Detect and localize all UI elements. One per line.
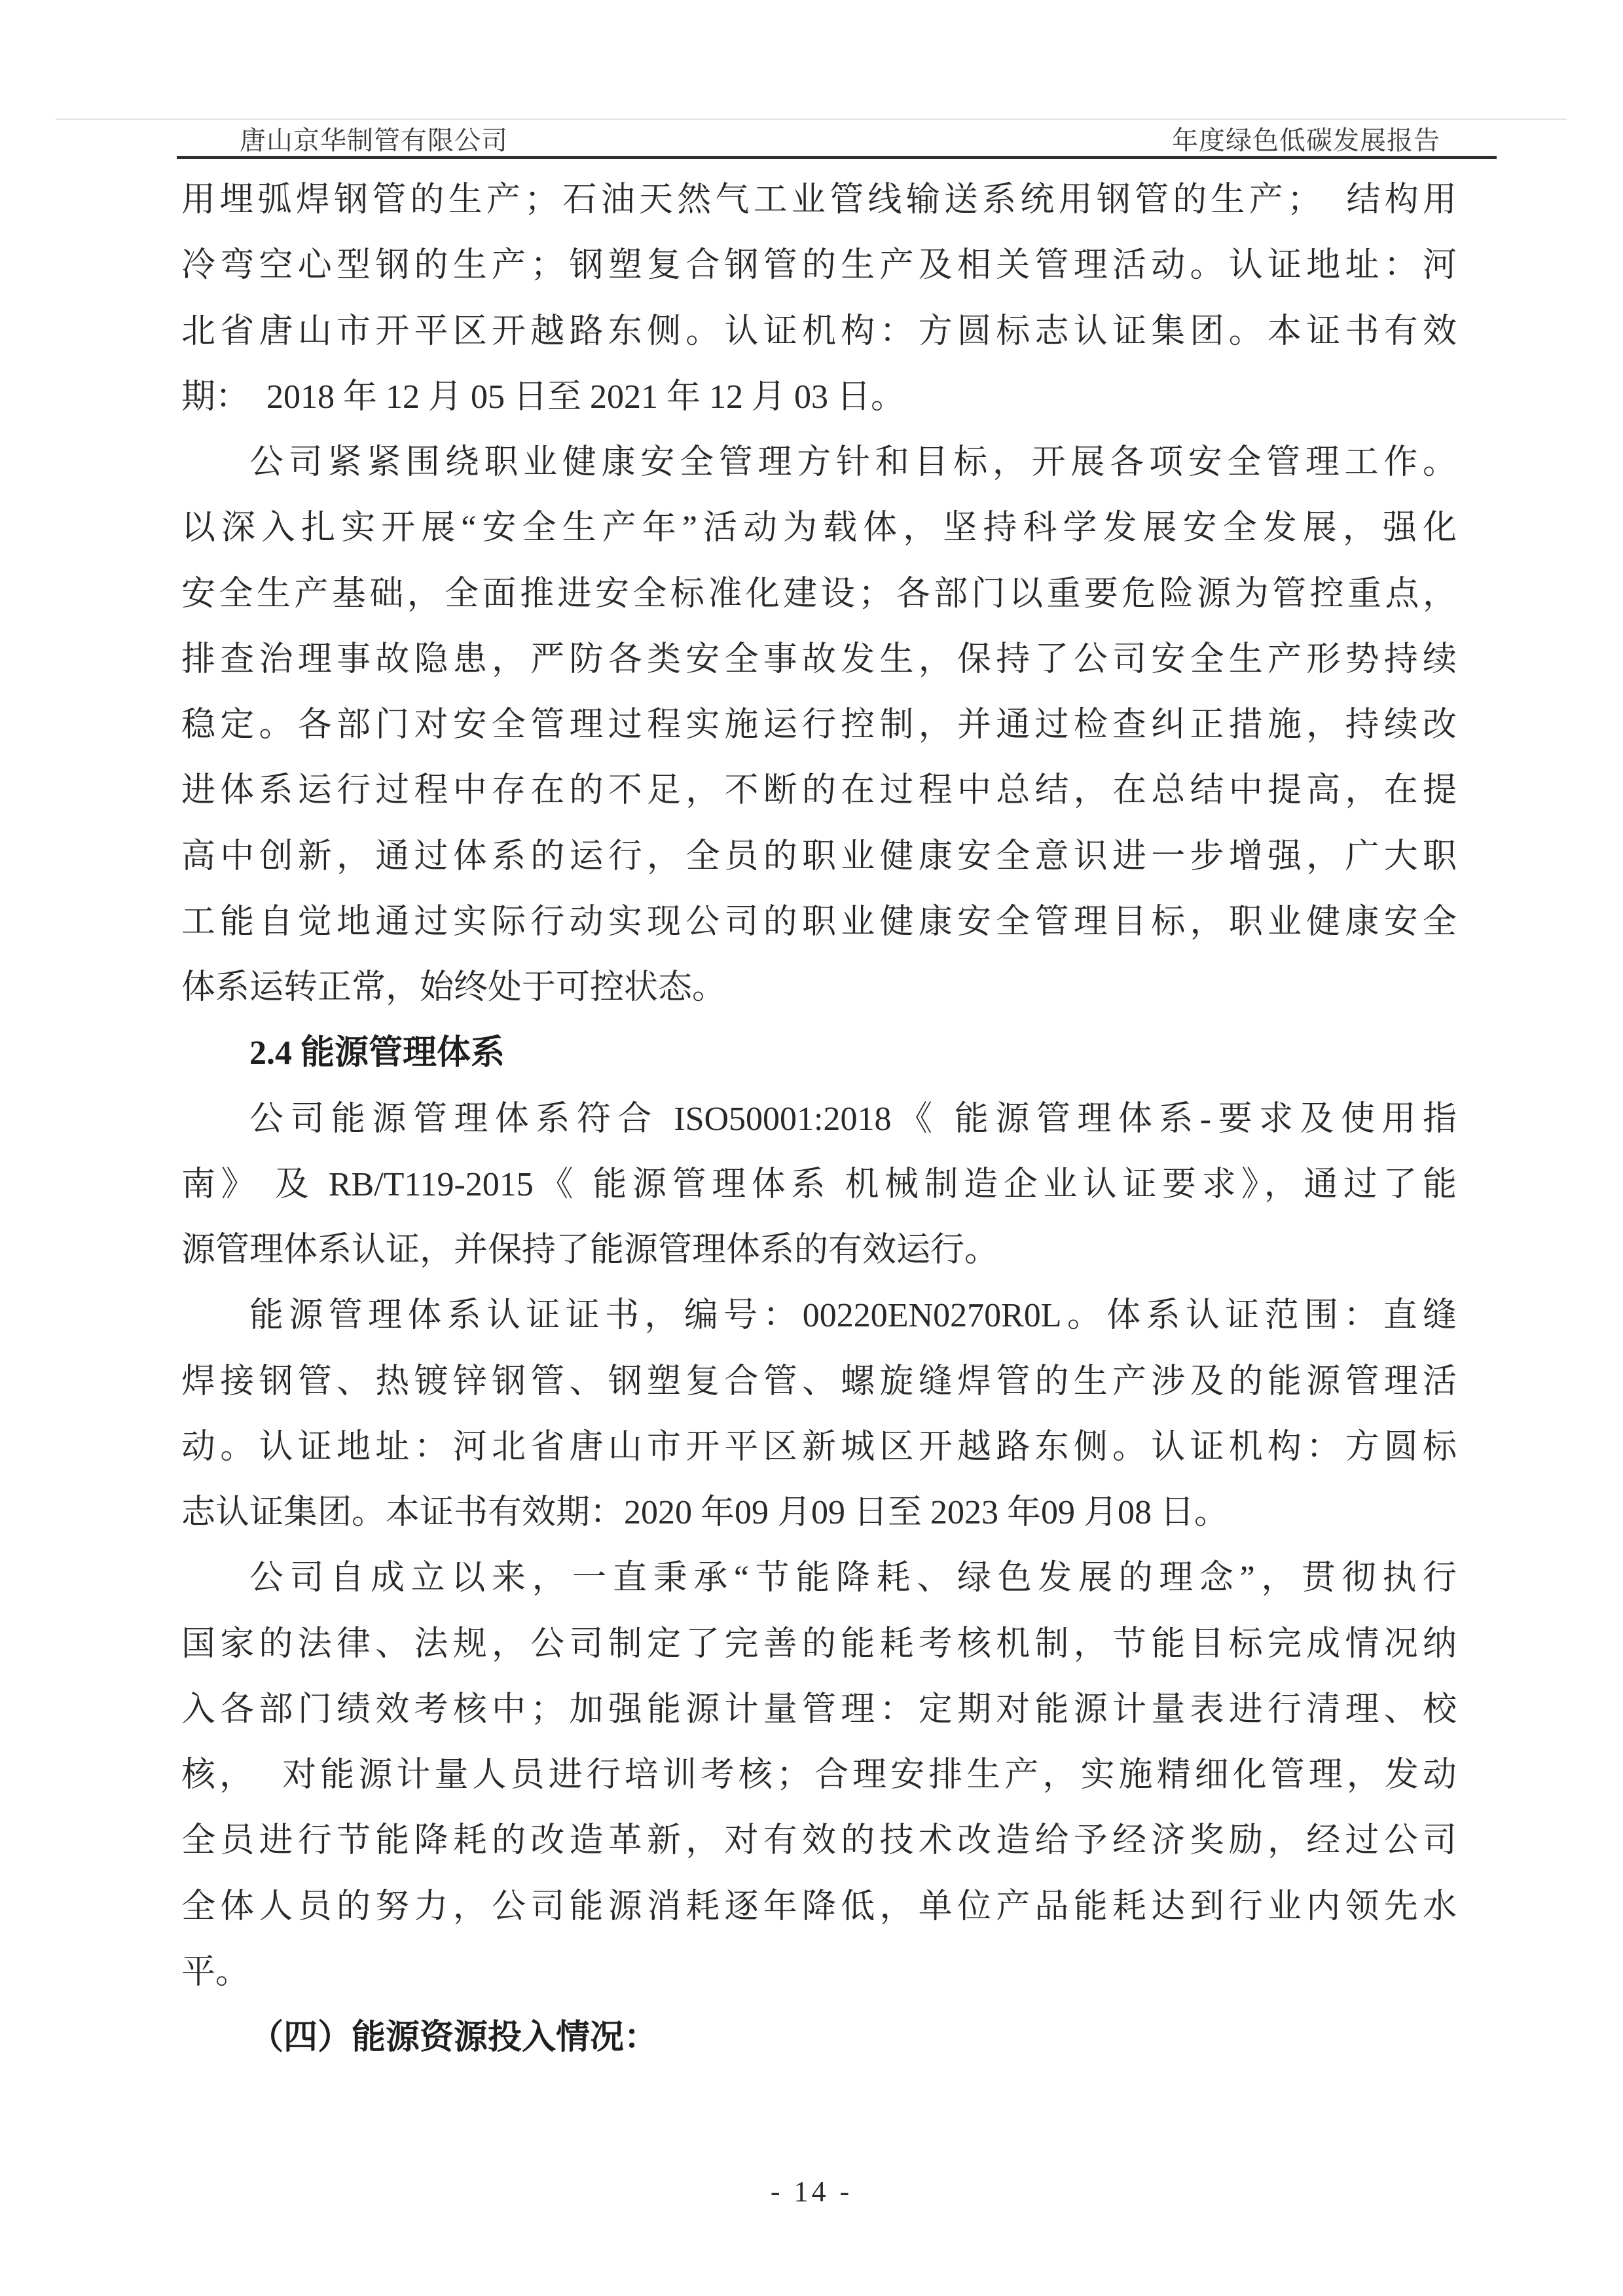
body-line: 入各部门绩效考核中；加强能源计量管理：定期对能源计量表进行清理、校 (181, 1690, 1457, 1728)
body-line: 稳定。各部门对安全管理过程实施运行控制，并通过检查纠正措施，持续改 (181, 706, 1457, 744)
body-line: 安全生产基础，全面推进安全标准化建设；各部门以重要危险源为管控重点， (181, 575, 1457, 613)
body-line: 志认证集团。本证书有效期：2020 年09 月09 日至 2023 年09 月08 日。 (181, 1494, 1229, 1531)
body-line: 期： 2018 年 12 月 05 日至 2021 年 12 月 03 日。 (181, 378, 905, 416)
body-line: 动。认证地址：河北省唐山市开平区新城区开越路东侧。认证机构：方圆标 (181, 1428, 1457, 1466)
body-line: 焊接钢管、热镀锌钢管、钢塑复合管、螺旋缝焊管的生产涉及的能源管理活 (181, 1362, 1457, 1400)
body-line: 平。 (181, 1953, 250, 1991)
body-line: 公司能源管理体系符合 ISO50001:2018《 能源管理体系-要求及使用指 (249, 1100, 1457, 1138)
body-line: 全员进行节能降耗的改造革新，对有效的技术改造给予经济奖励，经过公司 (181, 1822, 1457, 1860)
body-line: 排查治理事故隐患，严防各类安全事故发生，保持了公司安全生产形势持续 (181, 640, 1457, 678)
body-line: 能源管理体系认证证书，编号：00220EN0270R0L。体系认证范围：直缝 (249, 1297, 1457, 1335)
body-line: 公司自成立以来，一直秉承“节能降耗、绿色发展的理念”，贯彻执行 (249, 1559, 1457, 1597)
footer-page-number: - 14 - (770, 2176, 853, 2208)
section-heading-energy-input: （四）能源资源投入情况： (249, 2019, 659, 2056)
body-line: 南》 及 RB/T119-2015《 能源管理体系 机械制造企业认证要求》，通过了能 (181, 1165, 1457, 1203)
body-line: 北省唐山市开平区开越路东侧。认证机构：方圆标志认证集团。本证书有效 (181, 312, 1457, 350)
body-line: 以深入扎实开展“安全生产年”活动为载体，坚持科学发展安全发展，强化 (181, 509, 1457, 547)
body-line: 工能自觉地通过实际行动实现公司的职业健康安全管理目标，职业健康安全 (181, 903, 1457, 941)
body-line: 源管理体系认证，并保持了能源管理体系的有效运行。 (181, 1231, 999, 1269)
body-line: 国家的法律、法规，公司制定了完善的能耗考核机制，节能目标完成情况纳 (181, 1625, 1457, 1663)
header-report-title: 年度绿色低碳发展报告 (1172, 126, 1440, 155)
section-heading-energy-system: 2.4 能源管理体系 (249, 1034, 505, 1072)
header-rule (177, 156, 1497, 159)
body-line: 体系运转正常，始终处于可控状态。 (181, 969, 727, 1006)
body-line: 进体系运行过程中存在的不足，不断的在过程中总结，在总结中提高，在提 (181, 772, 1457, 810)
header-company-name: 唐山京华制管有限公司 (240, 126, 508, 155)
body-line: 冷弯空心型钢的生产；钢塑复合钢管的生产及相关管理活动。认证地址：河 (181, 247, 1457, 285)
document-body (181, 168, 1457, 2071)
body-line: 公司紧紧围绕职业健康安全管理方针和目标，开展各项安全管理工作。 (249, 444, 1457, 481)
body-line: 高中创新，通过体系的运行，全员的职业健康安全意识进一步增强，广大职 (181, 837, 1457, 875)
body-line: 用埋弧焊钢管的生产；石油天然气工业管线输送系统用钢管的生产； 结构用 (181, 181, 1457, 219)
body-line: 核， 对能源计量人员进行培训考核；合理安排生产，实施精细化管理，发动 (181, 1757, 1457, 1794)
body-line: 全体人员的努力，公司能源消耗逐年降低，单位产品能耗达到行业内领先水 (181, 1887, 1457, 1925)
